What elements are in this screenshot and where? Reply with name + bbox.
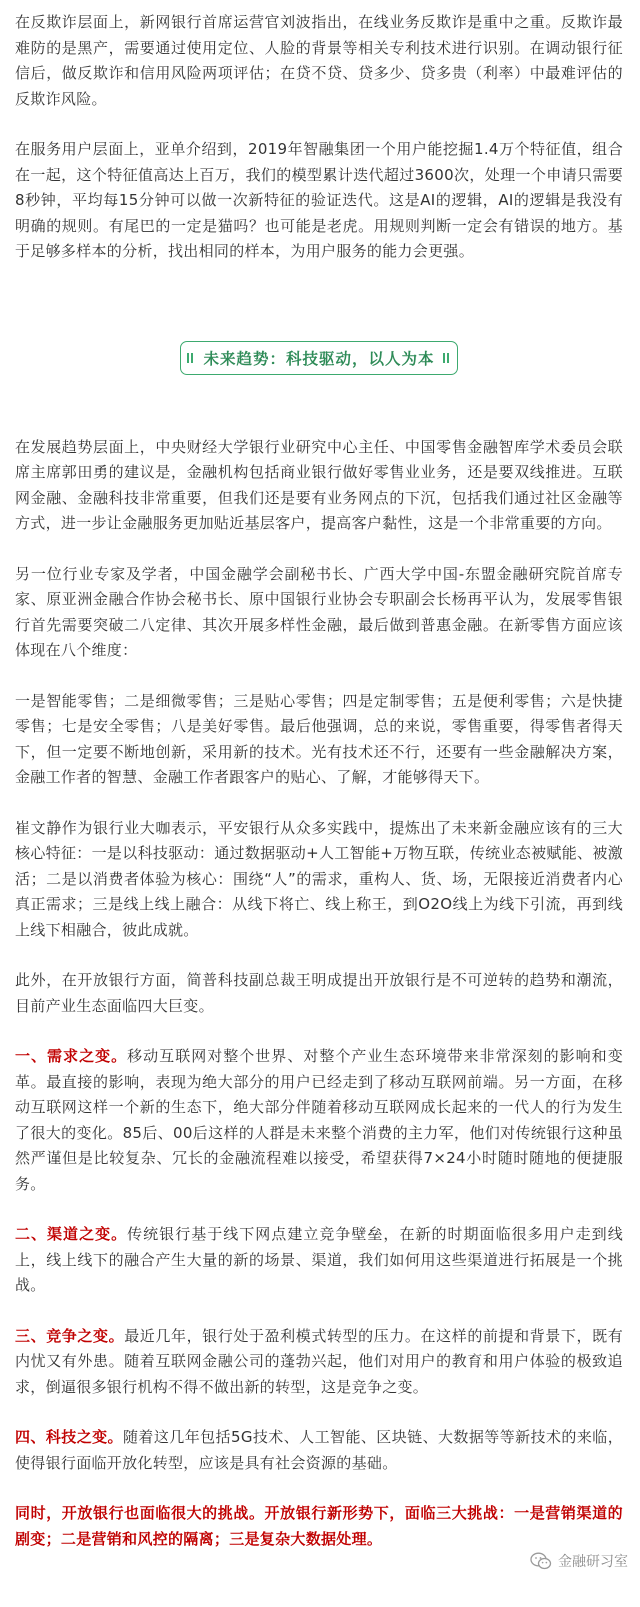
body-channel-change: 传统银行基于线下网点建立竞争壁垒，在新的时期面临很多用户走到线上，线上线下的融合产生大量的新的场景、渠道，我们如何用这些渠道进行拓展是一个挑战。: [15, 1225, 623, 1294]
lead-tech-change: 四、科技之变。: [15, 1428, 123, 1446]
paragraph-core-features: 崔文静作为银行业大咖表示，平安银行从众多实践中，提炼出了未来新金融应该有的三大核心特征：一是以科技驱动：通过数据驱动+人工智能+万物互联，传统业态被赋能、被激活；二是以消费者体验为核心：围绕“人”的需求，重构人、货、场，无限接近消费者内心真正需求；三是线上线上融合：从线下将亡、线上称王，到O2O线上为线下引流，再到线上线下相融合，彼此成就。: [15, 818, 623, 939]
watermark-text: 金融研习室: [558, 1554, 628, 1570]
paragraph-expert-view: 另一位行业专家及学者，中国金融学会副秘书长、广西大学中国-东盟金融研究院首席专家、原亚洲金融合作协会秘书长、原中国银行业协会专职副会长杨再平认为，发展零售银行首先需要突破二八定律、其次开展多样性金融，最后做到普惠金融。在新零售方面应该体现在八个维度：: [15, 564, 623, 659]
paragraph-trend: 在发展趋势层面上，中央财经大学银行业研究中心主任、中国零售金融智库学术委员会联席主席郭田勇的建议是，金融机构包括商业银行做好零售业业务，还是要双线推进。互联网金融、金融科技非常重要，但我们还是要有业务网点的下沉，包括我们通过社区金融等方式，进一步让金融服务更加贴近基层客户，提高客户黏性，这是一个非常重要的方向。: [15, 437, 623, 532]
section-heading-wrap: [15, 341, 623, 375]
section-heading: [180, 341, 457, 375]
body-competition-change: 最近几年，银行处于盈利模式转型的压力。在这样的前提和背景下，既有内忧又有外患。随着互联网金融公司的蓬勃兴起，他们对用户的教育和用户体验的极致追求，倒逼很多银行机构不得不做出新的转型，这是竞争之变。: [15, 1326, 623, 1396]
body-demand-change: 移动互联网对整个世界、对整个产业生态环境带来非常深刻的影响和变革。最直接的影响，表现为绝大部分的用户已经走到了移动互联网前端。另一方面，在移动互联网这样一个新的生态下，绝大部分伴随着移动互联网成长起来的一代人的行为发生了很大的变化。85后、00后这样的人群是未来整个消费的主力军，他们对传统银行这种虽然严谨但是比较复杂、冗长的金融流程难以接受，希望获得7×24小时随时随地的便捷服务。: [15, 1047, 623, 1193]
paragraph-user-service: 在服务用户层面上，亚单介绍到，2019年智融集团一个用户能挖掘1.4万个特征值，组合在一起，这个特征值高达上百万，我们的模型累计迭代超过3600次，处理一个申请只需要8秒钟，平均每15分钟可以做一次新特征的验证迭代。这是AI的逻辑，AI的逻辑是我没有明确的规则。有尾巴的一定是猫吗？也可能是老虎。用规则判断一定会有错误的地方。基于足够多样本的分析，找出相同的样本，为用户服务的能力会更强。: [15, 140, 623, 260]
paragraph-channel-change: [15, 1222, 623, 1299]
paragraph-challenges: 同时，开放银行也面临很大的挑战。开放银行新形势下，面临三大挑战：一是营销渠道的剧变；二是营销和风控的隔离；三是复杂大数据处理。: [15, 1504, 623, 1548]
paragraph-eight-dimensions: 一是智能零售；二是细微零售；三是贴心零售；四是定制零售；五是便利零售；六是快捷零售；七是安全零售；八是美好零售。最后他强调，总的来说，零售重要，得零售者得天下，但一定要不断地创新，采用新的技术。光有技术还不行，还要有一些金融解决方案，金融工作者的智慧、金融工作者跟客户的贴心、了解，才能够得天下。: [15, 691, 623, 786]
paragraph-anti-fraud: 在反欺诈层面上，新网银行首席运营官刘波指出，在线业务反欺诈是重中之重。反欺诈最难防的是黑产，需要通过使用定位、人脸的背景等相关专利技术进行识别。在调动银行征信后，做反欺诈和信用风险两项评估；在贷不贷、贷多少、贷多贵（利率）中最难评估的反欺诈风险。: [15, 13, 623, 108]
wechat-icon: [530, 1552, 552, 1570]
paragraph-competition-change: [15, 1324, 623, 1401]
lead-competition-change: 三、竞争之变。: [15, 1326, 125, 1345]
paragraph-open-banking: 此外，在开放银行方面，简普科技副总裁王明成提出开放银行是不可逆转的趋势和潮流，目前产业生态面临四大巨变。: [15, 971, 623, 1015]
paragraph-tech-change: [15, 1425, 623, 1476]
lead-channel-change: 二、渠道之变。: [15, 1225, 128, 1243]
lead-demand-change: 一、需求之变。: [15, 1047, 128, 1065]
heading-decoration-left-icon: [187, 353, 195, 363]
body-tech-change: 随着这几年包括5G技术、人工智能、区块链、大数据等等新技术的来临，使得银行面临开放化转型，应该是具有社会资源的基础。: [15, 1428, 623, 1472]
watermark: [530, 1551, 628, 1571]
section-heading-text: 未来趋势：科技驱动，以人为本: [203, 349, 435, 368]
heading-decoration-right-icon: [443, 353, 451, 363]
paragraph-demand-change: [15, 1044, 623, 1197]
